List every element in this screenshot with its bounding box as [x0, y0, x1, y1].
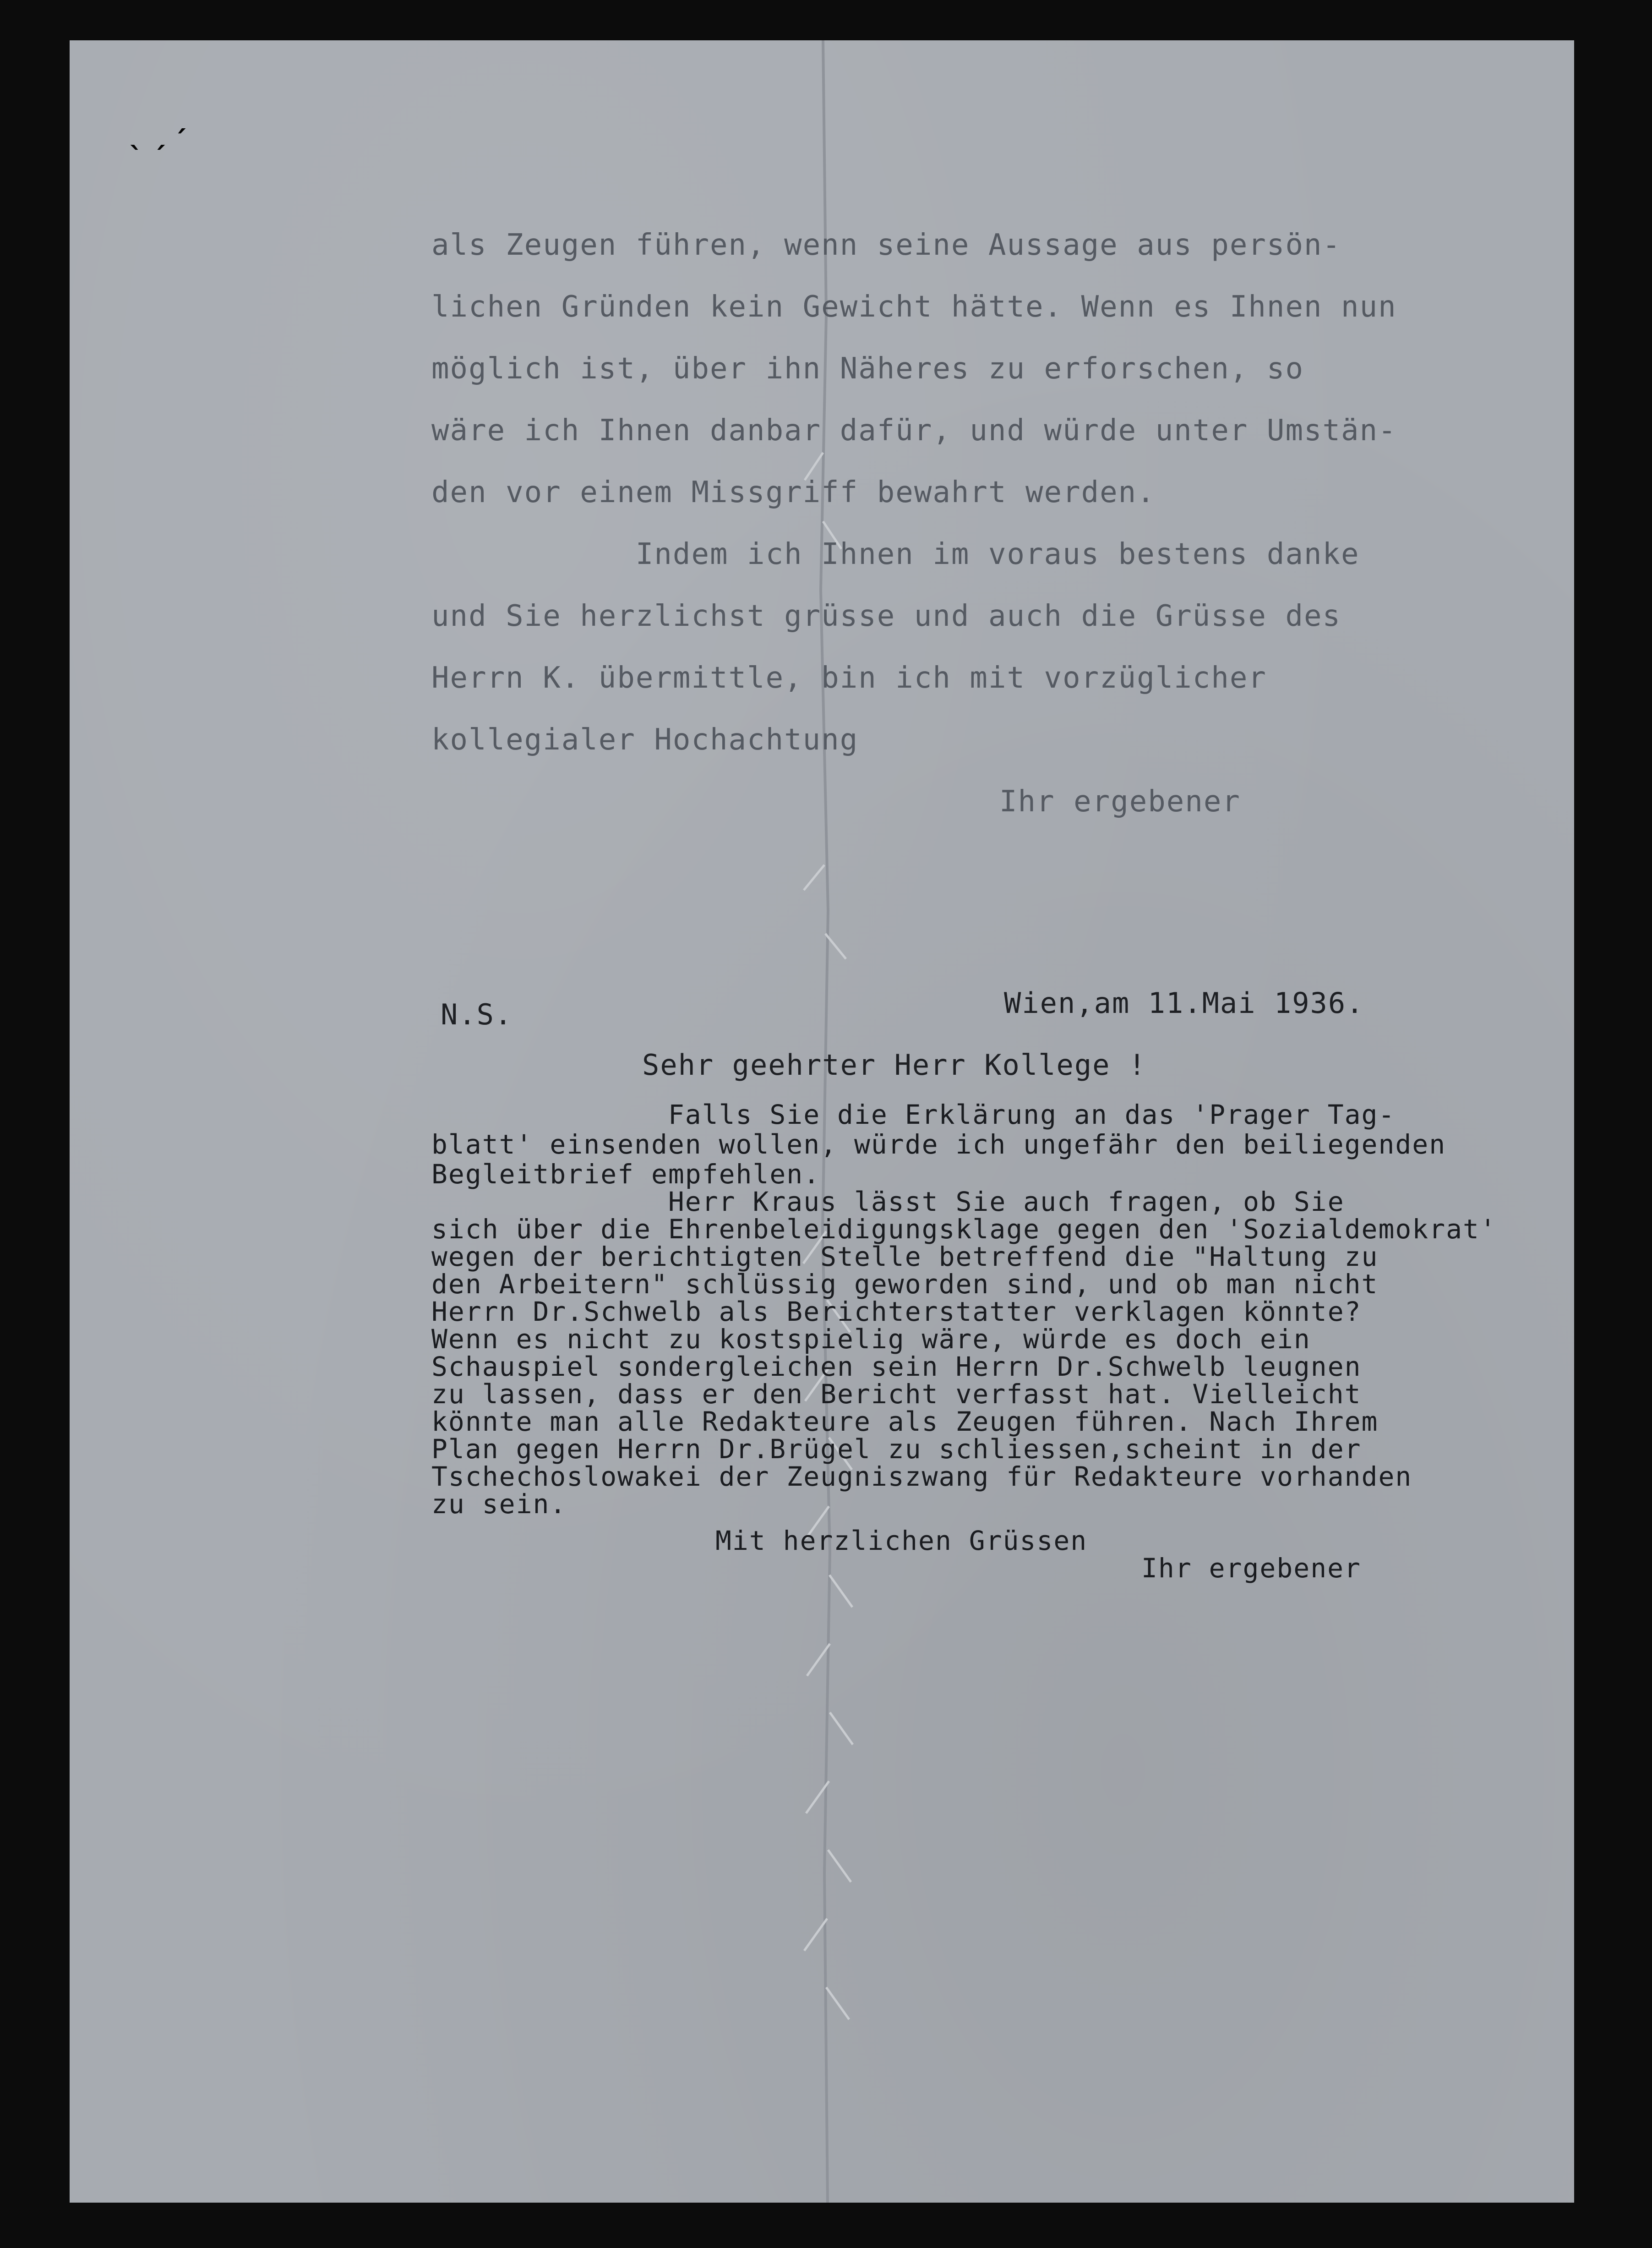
postscript-line: zu sein.: [431, 1488, 567, 1520]
letter-line: Indem ich Ihnen im voraus bestens danke: [431, 537, 1360, 571]
postscript-line: Tschechoslowakei der Zeugniszwang für Redakteure vorhanden: [431, 1461, 1412, 1492]
letter-line: Herrn K. übermittle, bin ich mit vorzüglicher: [431, 661, 1267, 695]
postscript-line: Herr Kraus lässt Sie auch fragen, ob Sie: [431, 1186, 1345, 1217]
postscript-line: sich über die Ehrenbeleidigungsklage gegen den 'Sozialdemokrat': [431, 1214, 1497, 1245]
letter-line: und Sie herzlichst grüsse und auch die Grüsse des: [431, 599, 1341, 633]
postscript-line: den Arbeitern" schlüssig geworden sind, und ob man nicht: [431, 1269, 1379, 1300]
salutation: Sehr geehrter Herr Kollege !: [642, 1048, 1147, 1082]
postscript-line: Herrn Dr.Schwelb als Berichterstatter verklagen könnte?: [431, 1296, 1362, 1327]
letter-line: als Zeugen führen, wenn seine Aussage aus persön-: [431, 228, 1341, 262]
closing-phrase: Ihr ergebener: [999, 785, 1241, 819]
ink-marks: ˎ ˏ ׳: [129, 118, 188, 150]
postscript-line: Schauspiel sondergleichen sein Herrn Dr.Schwelb leugnen: [431, 1351, 1362, 1382]
postscript-line: Plan gegen Herrn Dr.Brügel zu schliessen,scheint in der: [431, 1433, 1362, 1465]
greeting: Mit herzlichen Grüssen: [715, 1525, 1088, 1556]
closing-phrase: Ihr ergebener: [1141, 1553, 1361, 1584]
letter-page: [70, 40, 1574, 2203]
postscript-line: blatt' einsenden wollen, würde ich ungefähr den beiliegenden: [431, 1129, 1446, 1160]
letter-line: möglich ist, über ihn Näheres zu erforschen, so: [431, 352, 1304, 386]
postscript-line: könnte man alle Redakteure als Zeugen führen. Nach Ihrem: [431, 1406, 1379, 1437]
postscript-line: wegen der berichtigten Stelle betreffend die "Haltung zu: [431, 1241, 1379, 1272]
postscript-line: Begleitbrief empfehlen.: [431, 1159, 821, 1190]
postscript-label: N.S.: [441, 998, 513, 1031]
date-line: Wien,am 11.Mai 1936.: [1004, 986, 1364, 1020]
postscript-line: Wenn es nicht zu kostspielig wäre, würde es doch ein: [431, 1324, 1311, 1355]
letter-line: lichen Gründen kein Gewicht hätte. Wenn es Ihnen nun: [431, 290, 1397, 324]
letter-line: den vor einem Missgriff bewahrt werden.: [431, 476, 1156, 509]
postscript-line: zu lassen, dass er den Bericht verfasst hat. Vielleicht: [431, 1378, 1362, 1410]
letter-line: kollegialer Hochachtung: [431, 723, 859, 757]
letter-line: wäre ich Ihnen danbar dafür, und würde unter Umstän-: [431, 414, 1397, 448]
postscript-line: Falls Sie die Erklärung an das 'Prager Tag-: [431, 1099, 1396, 1130]
